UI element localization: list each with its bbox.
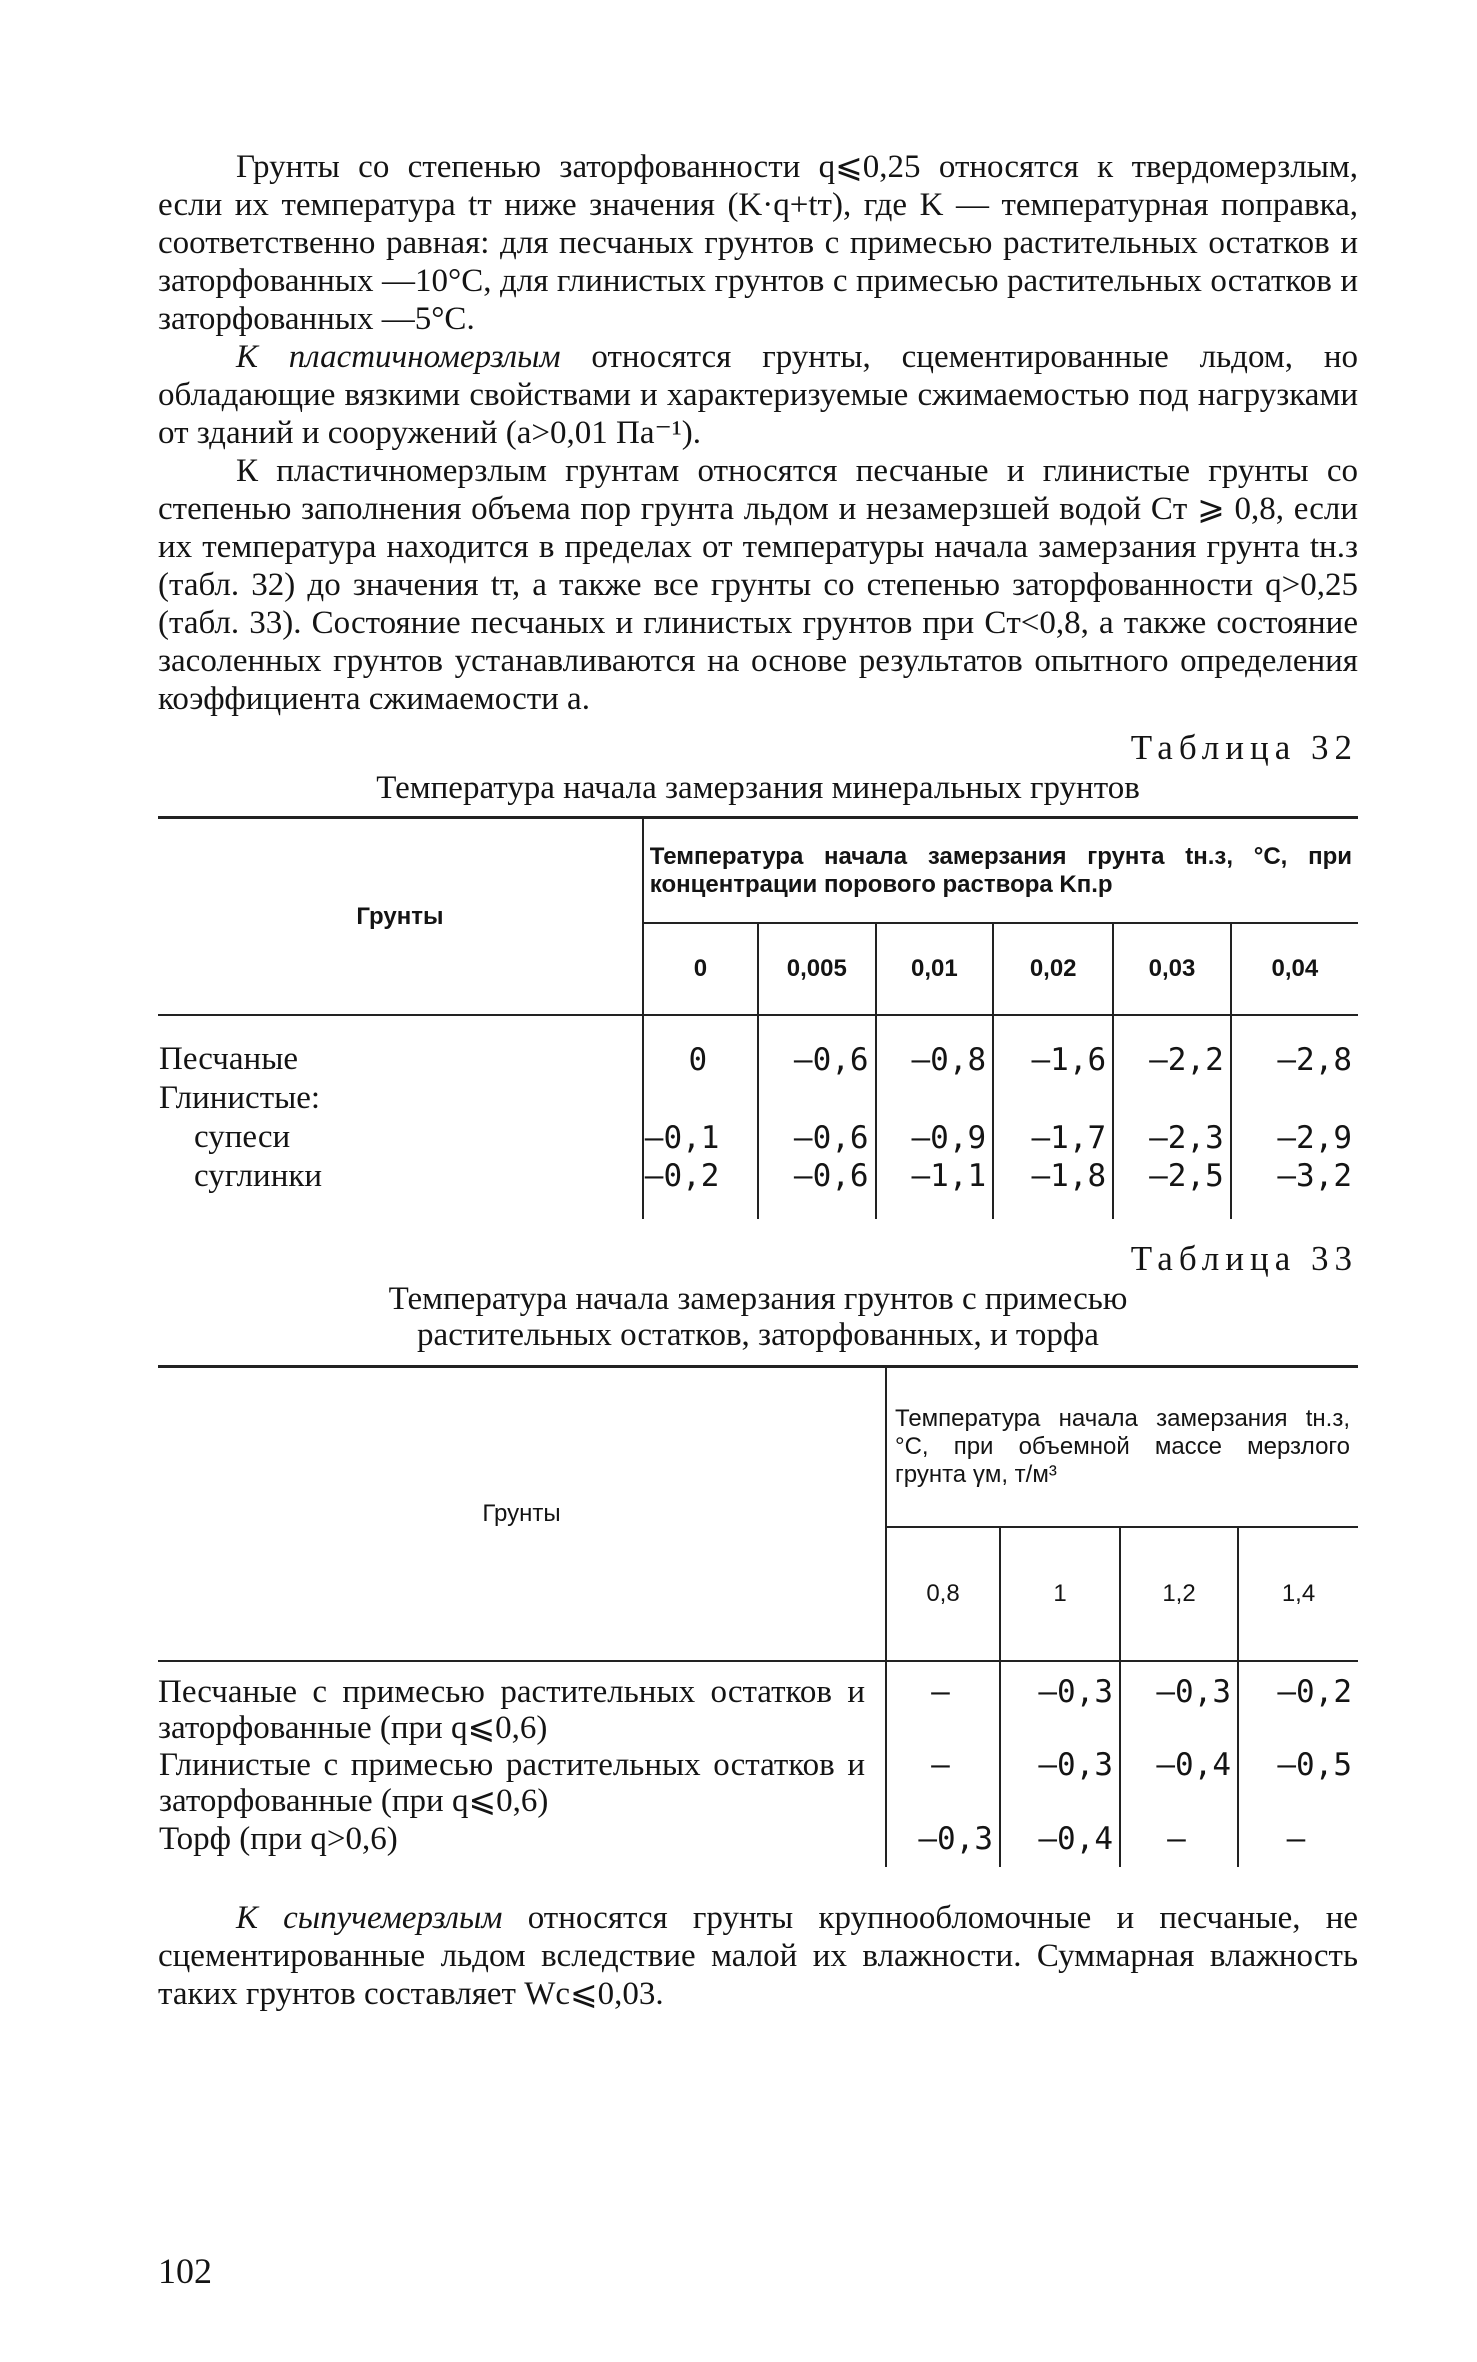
table32-cell: —1,6 — [993, 1015, 1113, 1079]
table32-cell: —1,8 — [993, 1157, 1113, 1219]
table32-cell: —0,9 — [876, 1118, 994, 1157]
table32-row-name: Глинистые: — [159, 1080, 321, 1116]
table32-cell: —2,8 — [1231, 1015, 1358, 1079]
table32-row-name: суглинки — [194, 1158, 323, 1194]
table32-cell: —2,5 — [1113, 1157, 1231, 1219]
table32-col-1: 0,005 — [758, 923, 876, 1015]
table32-cell: —1,7 — [993, 1118, 1113, 1157]
table33-cell: —0,3 — [1000, 1661, 1120, 1746]
table33-col-soil: Грунты — [158, 1367, 886, 1662]
table32-cell: —2,3 — [1113, 1118, 1231, 1157]
table32-col-0: 0 — [643, 923, 758, 1015]
table33-cell: —0,4 — [1000, 1820, 1120, 1867]
table33-cell: —0,2 — [1238, 1661, 1358, 1746]
table32-cell: —0,8 — [876, 1015, 994, 1079]
table33-col-1: 1 — [1000, 1527, 1120, 1661]
term-plastic-frozen: К пластичномерзлым — [236, 339, 561, 375]
table32-cell: —0,6 — [758, 1157, 876, 1219]
table33-row-name: Песчаные с примесью растительных остатков и заторфованные (при q⩽0,6) — [158, 1674, 865, 1746]
table33-label: Таблица 33 — [1130, 1239, 1358, 1278]
table32-row — [158, 1079, 1358, 1118]
table32-group-header: Температура начала замерзания грунта tн.з, °С, при концентрации порового раствора Kп.р — [643, 818, 1358, 924]
table32-cell: —1,1 — [876, 1157, 994, 1219]
table33-group-header: Температура начала замерзания tн.з, °С, при объемной массе мерзлого грунта γм, т/м³ — [886, 1367, 1358, 1528]
table33-row — [158, 1746, 1358, 1820]
table33-cell: —0,3 — [1120, 1661, 1238, 1746]
table32-row — [158, 1015, 1358, 1079]
table32-row — [158, 1157, 1358, 1219]
table32-cell: —0,6 — [758, 1015, 876, 1079]
term-loose-frozen: К сыпучемерзлым — [236, 1900, 503, 1936]
table33-row-name: Глинистые с примесью растительных остатков и заторфованные (при q⩽0,6) — [159, 1747, 865, 1819]
table32-cell: —0,6 — [758, 1118, 876, 1157]
table32-label: Таблица 32 — [1130, 728, 1358, 767]
table33-cell: —0,5 — [1238, 1746, 1358, 1820]
table33-cell: — — [1120, 1820, 1238, 1867]
table32-cell: —0,1 — [643, 1118, 758, 1157]
table33-cell: — — [886, 1746, 1000, 1820]
table33 — [158, 1365, 1358, 1867]
table32-cell: 0 — [643, 1015, 758, 1079]
table33-cell: — — [1238, 1820, 1358, 1867]
table32-col-4: 0,03 — [1113, 923, 1231, 1015]
page-content — [158, 148, 1358, 2013]
table32-col-2: 0,01 — [876, 923, 994, 1015]
table33-title-line2: растительных остатков, заторфованных, и торфа — [417, 1317, 1099, 1353]
table33-cell: —0,4 — [1120, 1746, 1238, 1820]
table33-col-0: 0,8 — [886, 1527, 1000, 1661]
paragraph-plastic-frozen-text: относятся грунты, сцементированные льдом, но обладающие вязкими свойствами и характеризуемые сжимаемостью под нагрузками от зданий и сооружений (a>0,01 Па⁻¹). — [158, 339, 1358, 451]
table32-col-3: 0,02 — [993, 923, 1113, 1015]
table32-col-5: 0,04 — [1231, 923, 1358, 1015]
page-number: 102 — [158, 2251, 212, 2291]
table33-title-line1: Температура начала замерзания грунтов с примесью — [388, 1281, 1128, 1317]
paragraph-plastic-frozen-def — [158, 338, 1358, 452]
table33-cell: —0,3 — [886, 1820, 1000, 1867]
table33-cell: — — [886, 1661, 1000, 1746]
table32-cell: —2,9 — [1231, 1118, 1358, 1157]
table32-cell: —2,2 — [1113, 1015, 1231, 1079]
table33-row — [158, 1820, 1358, 1867]
table32-col-soil: Грунты — [158, 818, 643, 1016]
table32 — [158, 816, 1358, 1219]
paragraph-loose-frozen-text: относятся грунты крупнообломочные и песчаные, не сцементированные льдом вследствие малой их влажности. Суммарная влажность таких грунтов составляет Wс⩽0,03. — [158, 1900, 1359, 2012]
table32-row — [158, 1118, 1358, 1157]
table33-col-3: 1,4 — [1238, 1527, 1358, 1661]
table32-row-name: супеси — [194, 1119, 291, 1155]
table32-cell: —3,2 — [1231, 1157, 1358, 1219]
table32-title: Температура начала замерзания минеральных грунтов — [376, 770, 1140, 806]
table33-cell: —0,3 — [1000, 1746, 1120, 1820]
table33-col-2: 1,2 — [1120, 1527, 1238, 1661]
paragraph-loose-frozen — [158, 1899, 1358, 2013]
paragraph-hard-frozen: Грунты со степенью заторфованности q⩽0,25 относятся к твердомерзлым, если их температура tт ниже значения (K·q+tт), где K — температурная поправка, соответственно равная: для песчаных грунтов с примесью растительных остатков и заторфованных —10°С, для глинистых грунтов с примесью растительных остатков и заторфованных —5°С. — [158, 149, 1358, 337]
table32-row-name: Песчаные — [159, 1041, 299, 1077]
table32-cell: —0,2 — [643, 1157, 758, 1219]
table33-row — [158, 1661, 1358, 1746]
paragraph-plastic-frozen-soils: К пластичномерзлым грунтам относятся песчаные и глинистые грунты со степенью заполнения объема пор грунта льдом и незамерзшей водой Cт ⩾ 0,8, если их температура находится в пределах от температуры начала замерзания грунта tн.з (табл. 32) до значения tт, а также все грунты со степенью заторфованности q>0,25 (табл. 33). Состояние песчаных и глинистых грунтов при Cт<0,8, а также состояние засоленных грунтов устанавливаются на основе результатов опытного определения коэффициента сжимаемости a. — [158, 453, 1358, 717]
table33-row-name: Торф (при q>0,6) — [159, 1821, 398, 1857]
